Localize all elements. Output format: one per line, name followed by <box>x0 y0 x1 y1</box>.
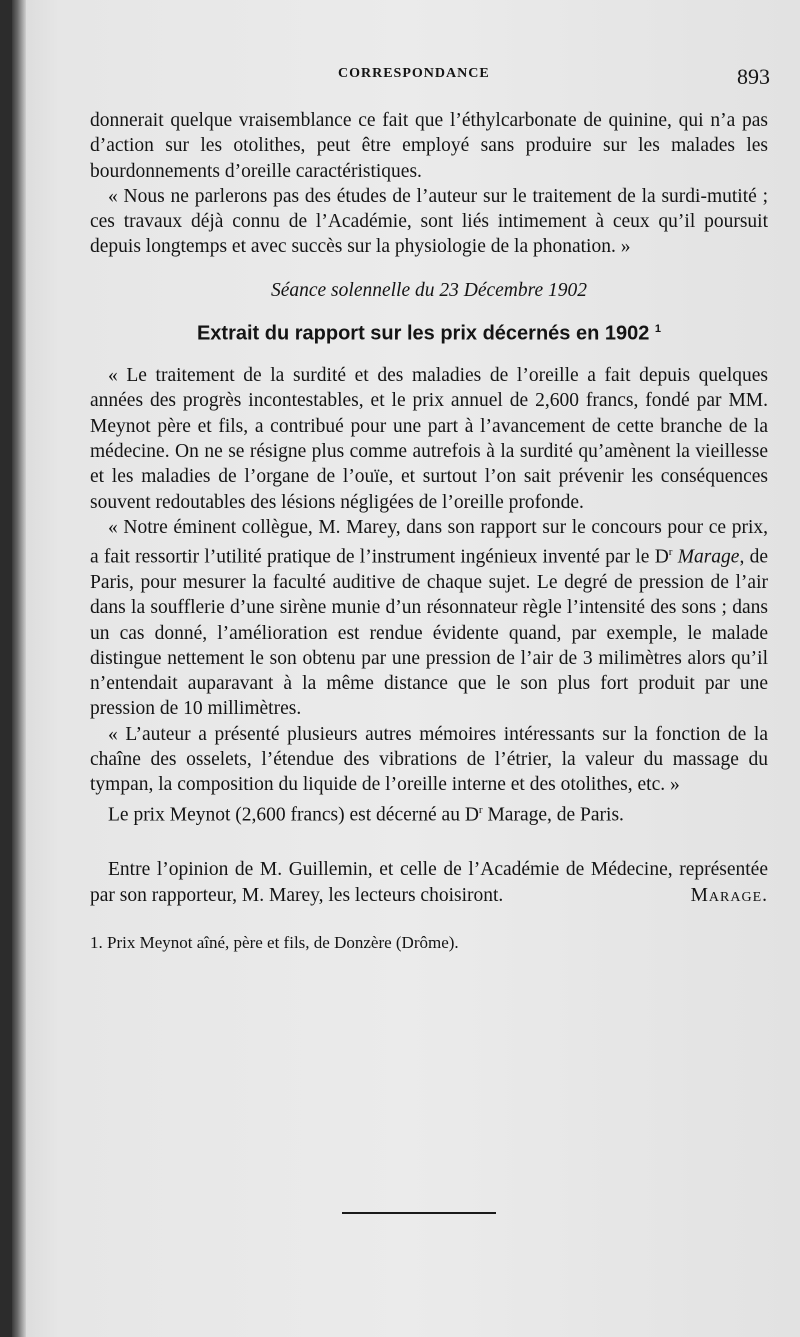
doctor-abbrev-sup: r <box>478 803 483 816</box>
doctor-abbrev-sup: r <box>668 546 673 559</box>
author-name: Marage <box>677 546 740 568</box>
running-head: CORRESPONDANCE <box>338 66 490 81</box>
footnote <box>90 930 768 955</box>
page-body <box>90 108 768 955</box>
book-page <box>12 0 800 1337</box>
session-heading: Séance solennelle du 23 Décembre 1902 <box>270 279 588 301</box>
paragraph-marey-report <box>90 515 768 722</box>
paragraph-quote-surdi-mutite: « Nous ne parlerons pas des études de l’auteur sur le traitement de la surdi-mutité ; ces travaux déjà connu de l’Académie, sont liés intimement à ceux qu’il poursuit depuis longtemps et avec succès sur la physiologie de la phonation. » <box>90 185 768 258</box>
paragraph-treatment: « Le traitement de la surdité et des maladies de l’oreille a fait depuis quelques années des progrès incontestables, et le prix annuel de 2,600 francs, fondé par MM. Meynot père et fils, a contribué pour une part à l’avancement de cette branche de la médecine. On ne se résigne plus comme autrefois à la surdité qu’amènent la vieillesse et les maladies de l’organe de l’ouïe, et surtout l’on sait prévenir les conséquences souvent redoutables des lésions négligées de l’oreille profonde. <box>90 365 768 513</box>
paragraph-continuation: donnerait quelque vraisemblance ce fait que l’éthylcarbonate de quinine, qui n’a pas d’action sur les otolithes, peut être employé sans produire sur les malades les bourdonnements d’oreille caractéristiques. <box>90 110 768 182</box>
paragraph-conclusion <box>90 857 768 908</box>
section-title <box>90 317 768 347</box>
paragraph-text: Entre l’opinion de M. Guillemin, et celle de l’Académie de Médecine, représentée par son rapporteur, M. Marey, les lecteurs choisiront. <box>90 859 768 906</box>
paragraph-other-memoirs: « L’auteur a présenté plusieurs autres mémoires intéressants sur la fonction de la chaîne des osselets, l’étendue des vibrations de l’étrier, la valeur du massage du tympan, la composition du liquide de l’oreille interne et des otolithes, etc. » <box>90 723 768 796</box>
paragraph-text: Marage, de Paris. <box>482 804 624 826</box>
section-title-text: Extrait du rapport sur les prix décernés en 1902 <box>196 322 650 345</box>
paragraph-prize-award <box>90 798 768 828</box>
footnote-reference: 1 <box>654 323 662 336</box>
page-number: 893 <box>737 64 770 89</box>
paragraph-text: « Notre éminent collègue, M. Marey, dans son rapport sur le concours pour ce prix, a fait ressortir l’utilité pratique de l’instrument ingénieux inventé par le D <box>90 516 768 568</box>
paragraph-text: Le prix Meynot (2,600 francs) est décerné au D <box>108 804 479 826</box>
footnote-marker: 1. <box>90 932 103 952</box>
paragraph-text: , de Paris, pour mesurer la faculté auditive de chaque sujet. Le degré de pression de l’air dans la soufflerie d’une sirène munie d’un résonnateur règle l’intensité des sons ; dans un cas donné, l’amélioration est rendue évidente quand, par exemple, le malade distingue nettement le son obtenu par une pression de l’air de 3 milimètres alors qu’il n’entendait auparavant à la même distance que le son plus fort produit par une pression de 10 millimètres. <box>90 546 769 720</box>
signature: Marage. <box>690 884 768 906</box>
end-rule <box>342 1212 496 1214</box>
footnote-text: Prix Meynot aîné, père et fils, de Donzère (Drôme). <box>107 932 459 952</box>
page-header <box>90 64 770 94</box>
binding-shadow <box>12 0 26 1337</box>
